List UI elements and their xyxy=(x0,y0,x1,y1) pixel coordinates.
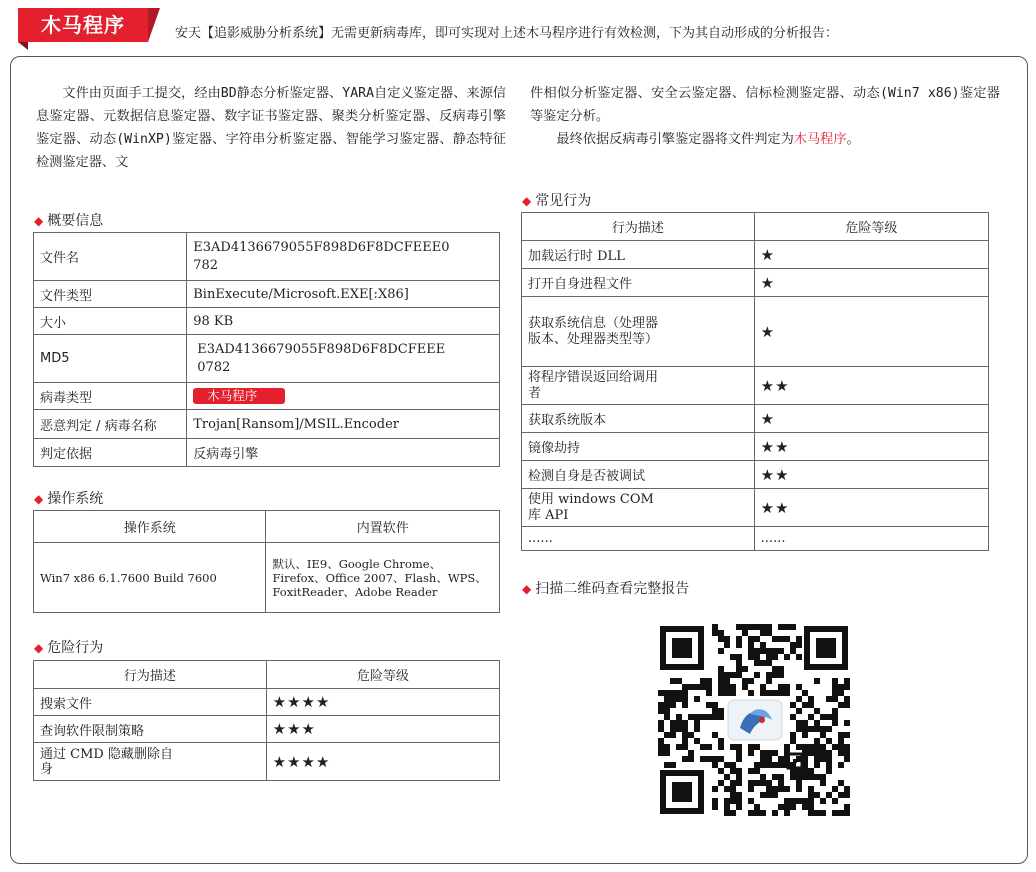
table-row xyxy=(34,439,500,467)
table-row xyxy=(522,489,989,527)
risk-level: ★★★★ xyxy=(266,689,499,716)
risk-level: ★★★ xyxy=(266,716,499,743)
behavior-desc: 搜索文件 xyxy=(34,689,267,716)
overview-value: BinExecute/Microsoft.EXE[:X86] xyxy=(187,281,500,308)
software-value: 默认、IE9、Google Chrome、Firefox、Office 2007、Flash、WPS、FoxitReader、Adobe Reader xyxy=(266,543,500,613)
category-tag-label: 木马程序 xyxy=(41,13,125,37)
behavior-desc: 加载运行时 DLL xyxy=(522,241,755,269)
qr-code-icon[interactable] xyxy=(658,624,850,816)
behavior-desc: 将程序错误返回给调用者 xyxy=(522,367,755,405)
risk-level: ★ xyxy=(754,297,988,367)
risk-level: ★★ xyxy=(754,367,988,405)
table-row xyxy=(34,543,500,613)
table-row xyxy=(522,433,989,461)
diamond-icon: ◆ xyxy=(34,214,44,228)
diamond-icon: ◆ xyxy=(34,492,44,506)
table-header-row xyxy=(34,661,500,689)
behavior-desc: 镜像劫持 xyxy=(522,433,755,461)
table-row xyxy=(34,689,500,716)
overview-label: 文件类型 xyxy=(34,281,187,308)
risk-level: ★ xyxy=(754,269,988,297)
table-row xyxy=(34,335,500,383)
verdict-value: 木马程序 xyxy=(793,132,847,147)
overview-value: 反病毒引擎 xyxy=(187,439,500,467)
overview-label: 大小 xyxy=(34,308,187,335)
behavior-desc: 获取系统信息（处理器版本、处理器类型等） xyxy=(522,297,755,367)
overview-label: 恶意判定 / 病毒名称 xyxy=(34,410,187,439)
risk-level: ★ xyxy=(754,405,988,433)
table-row xyxy=(522,527,989,551)
os-title: ◆ 操作系统 xyxy=(34,491,104,507)
risk-level: ...... xyxy=(754,527,988,551)
verdict-prefix: 最终依据反病毒引擎鉴定器将文件判定为 xyxy=(556,132,794,147)
category-tag xyxy=(18,8,158,48)
table-row xyxy=(522,461,989,489)
software-col-header: 内置软件 xyxy=(266,511,500,543)
table-row xyxy=(522,367,989,405)
table-row xyxy=(34,743,500,781)
table-row xyxy=(34,281,500,308)
level-col-header: 危险等级 xyxy=(754,213,988,241)
diamond-icon: ◆ xyxy=(522,582,532,596)
table-header-row xyxy=(34,511,500,543)
table-row xyxy=(34,233,500,281)
overview-label: MD5 xyxy=(34,335,187,383)
overview-label: 文件名 xyxy=(34,233,187,281)
table-row xyxy=(522,241,989,269)
risk-level: ★★ xyxy=(754,489,988,527)
danger-title: ◆ 危险行为 xyxy=(34,640,104,656)
behavior-desc: 通过 CMD 隐藏删除自身 xyxy=(34,743,267,781)
diamond-icon: ◆ xyxy=(34,641,44,655)
behavior-desc: ...... xyxy=(522,527,755,551)
table-row xyxy=(34,716,500,743)
overview-table xyxy=(33,232,500,467)
intro-paragraph: 文件由页面手工提交，经由BD静态分析鉴定器、YARA自定义鉴定器、来源信息鉴定器、元数据信息鉴定器、数字证书鉴定器、聚类分析鉴定器、反病毒引擎鉴定器、动态(WinXP)鉴定器、字符串分析鉴定器、智能学习鉴定器、静态特征检测鉴定器、文 xyxy=(36,86,506,170)
overview-title: ◆ 概要信息 xyxy=(34,213,104,229)
behavior-desc: 打开自身进程文件 xyxy=(522,269,755,297)
intro-paragraph-continued xyxy=(530,82,1000,151)
header-description: 安天【追影威胁分析系统】无需更新病毒库，即可实现对上述木马程序进行有效检测，下为其自动形成的分析报告： xyxy=(175,26,839,41)
common-title: ◆ 常见行为 xyxy=(522,193,592,209)
behavior-desc: 查询软件限制策略 xyxy=(34,716,267,743)
risk-level: ★★ xyxy=(754,433,988,461)
danger-table xyxy=(33,660,500,781)
behavior-desc: 获取系统版本 xyxy=(522,405,755,433)
table-row xyxy=(34,308,500,335)
common-table xyxy=(521,212,989,551)
virus-type-badge: 木马程序 xyxy=(193,388,285,404)
page-header xyxy=(0,0,1036,60)
intro-continuation: 件相似分析鉴定器、安全云鉴定器、信标检测鉴定器、动态(Win7 x86)鉴定器等鉴定分析。 xyxy=(530,86,1000,124)
overview-value: 98 KB xyxy=(187,308,500,335)
behavior-desc: 检测自身是否被调试 xyxy=(522,461,755,489)
overview-value: Trojan[Ransom]/MSIL.Encoder xyxy=(187,410,500,439)
verdict-sentence xyxy=(530,128,1000,151)
os-value: Win7 x86 6.1.7600 Build 7600 xyxy=(34,543,266,613)
qr-title: ◆ 扫描二维码查看完整报告 xyxy=(522,581,690,597)
table-row xyxy=(522,405,989,433)
table-row xyxy=(34,410,500,439)
overview-value xyxy=(187,383,500,410)
diamond-icon: ◆ xyxy=(522,194,532,208)
verdict-suffix: 。 xyxy=(846,132,860,147)
os-table xyxy=(33,510,500,613)
overview-label: 病毒类型 xyxy=(34,383,187,410)
desc-col-header: 行为描述 xyxy=(522,213,755,241)
table-row xyxy=(34,383,500,410)
risk-level: ★★★★ xyxy=(266,743,499,781)
behavior-desc: 使用 windows COM 库 API xyxy=(522,489,755,527)
table-row xyxy=(522,297,989,367)
overview-value: E3AD4136679055F898D6F8DCFEEE0782 xyxy=(187,233,500,281)
overview-value: E3AD4136679055F898D6F8DCFEEE0782 xyxy=(187,335,500,383)
overview-label: 判定依据 xyxy=(34,439,187,467)
risk-level: ★★ xyxy=(754,461,988,489)
risk-level: ★ xyxy=(754,241,988,269)
desc-col-header: 行为描述 xyxy=(34,661,267,689)
os-col-header: 操作系统 xyxy=(34,511,266,543)
table-row xyxy=(522,269,989,297)
table-header-row xyxy=(522,213,989,241)
level-col-header: 危险等级 xyxy=(266,661,499,689)
